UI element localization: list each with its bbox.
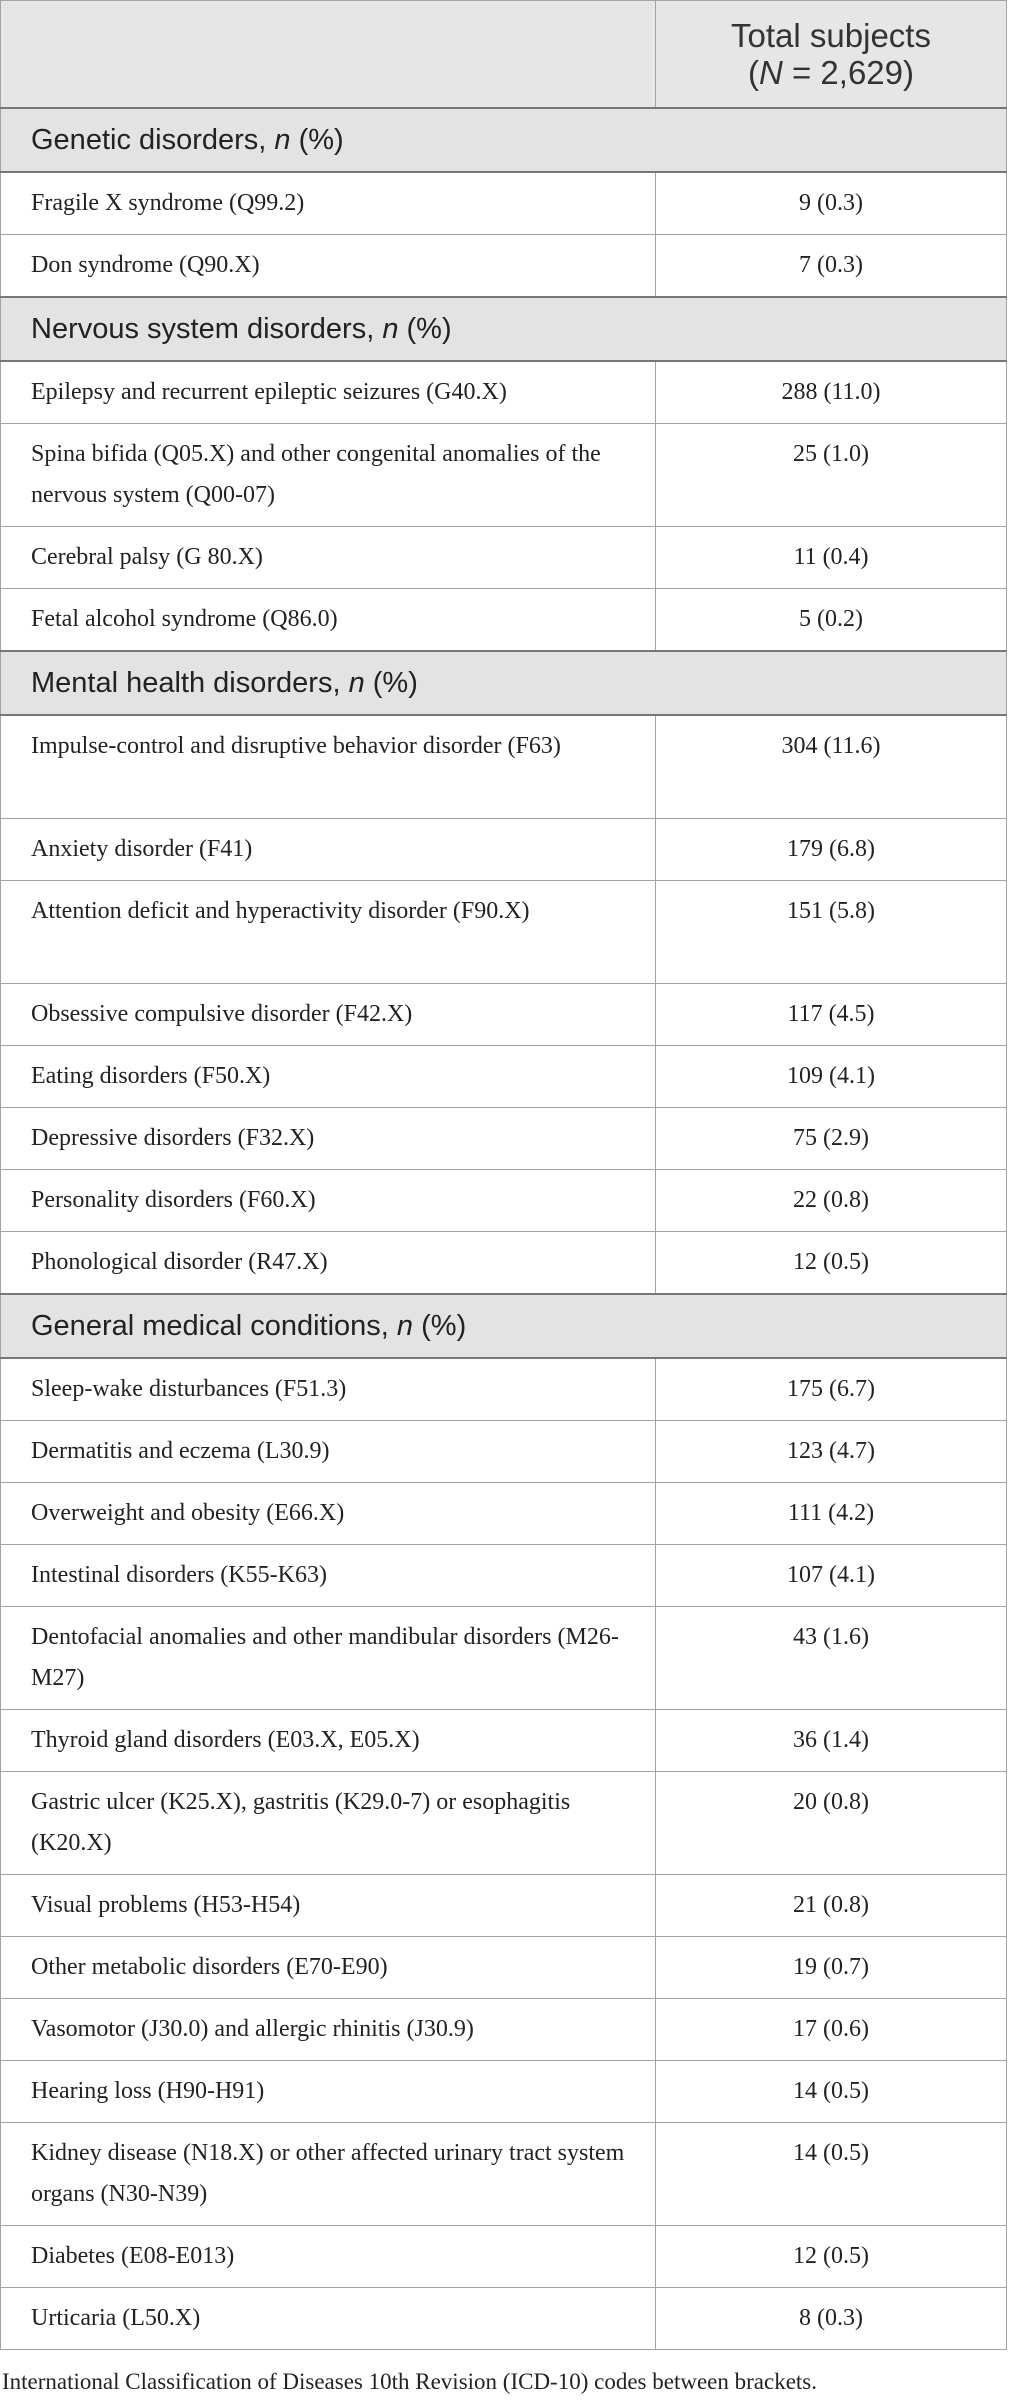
condition-label: Epilepsy and recurrent epileptic seizures (G40.X) [1,361,656,424]
condition-label: Sleep-wake disturbances (F51.3) [1,1358,656,1421]
table-row [1,424,1007,527]
condition-count: 123 (4.7) [656,1421,1007,1483]
table-row [1,2288,1007,2350]
condition-count: 111 (4.2) [656,1483,1007,1545]
condition-count: 11 (0.4) [656,527,1007,589]
condition-label: Fragile X syndrome (Q99.2) [1,172,656,235]
condition-label: Dermatitis and eczema (L30.9) [1,1421,656,1483]
condition-label: Fetal alcohol syndrome (Q86.0) [1,589,656,652]
condition-label: Personality disorders (F60.X) [1,1170,656,1232]
table-row [1,715,1007,819]
section-title: General medical conditions, n (%) [1,1294,1007,1358]
table-footnote: International Classification of Diseases 10th Revision (ICD-10) codes between brackets. [2,2369,817,2394]
condition-count: 22 (0.8) [656,1170,1007,1232]
header-cell-empty [1,1,656,109]
condition-count: 12 (0.5) [656,2226,1007,2288]
table-row [1,361,1007,424]
condition-label: Anxiety disorder (F41) [1,819,656,881]
condition-label: Attention deficit and hyperactivity disorder (F90.X) [1,881,656,984]
condition-label: Depressive disorders (F32.X) [1,1108,656,1170]
table-row [1,172,1007,235]
condition-label: Gastric ulcer (K25.X), gastritis (K29.0-7) or esophagitis (K20.X) [1,1772,656,1875]
section-header-row [1,108,1007,172]
section-header-row [1,651,1007,715]
condition-count: 36 (1.4) [656,1710,1007,1772]
section-title: Mental health disorders, n (%) [1,651,1007,715]
condition-count: 21 (0.8) [656,1875,1007,1937]
table-row [1,1170,1007,1232]
section-header-row [1,297,1007,361]
table-body [1,108,1007,2350]
condition-count: 12 (0.5) [656,1232,1007,1295]
condition-count: 179 (6.8) [656,819,1007,881]
condition-count: 20 (0.8) [656,1772,1007,1875]
condition-label: Intestinal disorders (K55-K63) [1,1545,656,1607]
condition-label: Diabetes (E08-E013) [1,2226,656,2288]
table-header [1,1,1007,109]
condition-label: Hearing loss (H90-H91) [1,2061,656,2123]
table-row [1,2123,1007,2226]
table-row [1,1772,1007,1875]
condition-label: Urticaria (L50.X) [1,2288,656,2350]
table-row [1,1108,1007,1170]
condition-label: Phonological disorder (R47.X) [1,1232,656,1295]
table-row [1,1545,1007,1607]
condition-label: Obsessive compulsive disorder (F42.X) [1,984,656,1046]
condition-label: Vasomotor (J30.0) and allergic rhinitis (J30.9) [1,1999,656,2061]
section-title: Genetic disorders, n (%) [1,108,1007,172]
condition-count: 14 (0.5) [656,2061,1007,2123]
header-cell-total-subjects [656,1,1007,109]
condition-count: 5 (0.2) [656,589,1007,652]
condition-count: 25 (1.0) [656,424,1007,527]
header-row [1,1,1007,109]
table-row [1,984,1007,1046]
header-line-2: (N = 2,629) [747,54,915,91]
table-row [1,589,1007,652]
table-row [1,1421,1007,1483]
table-row [1,1937,1007,1999]
table-row [1,881,1007,984]
condition-label: Eating disorders (F50.X) [1,1046,656,1108]
condition-count: 109 (4.1) [656,1046,1007,1108]
table-row [1,2061,1007,2123]
table-row [1,1710,1007,1772]
condition-label: Spina bifida (Q05.X) and other congenital anomalies of the nervous system (Q00-07) [1,424,656,527]
condition-count: 9 (0.3) [656,172,1007,235]
table-row [1,1046,1007,1108]
table-row [1,819,1007,881]
condition-label: Thyroid gland disorders (E03.X, E05.X) [1,1710,656,1772]
condition-count: 151 (5.8) [656,881,1007,984]
condition-label: Cerebral palsy (G 80.X) [1,527,656,589]
condition-label: Visual problems (H53-H54) [1,1875,656,1937]
condition-label: Don syndrome (Q90.X) [1,235,656,298]
section-title: Nervous system disorders, n (%) [1,297,1007,361]
table-row [1,1607,1007,1710]
condition-count: 14 (0.5) [656,2123,1007,2226]
table-row [1,1358,1007,1421]
condition-count: 117 (4.5) [656,984,1007,1046]
condition-count: 288 (11.0) [656,361,1007,424]
table-row [1,235,1007,298]
condition-count: 8 (0.3) [656,2288,1007,2350]
condition-count: 107 (4.1) [656,1545,1007,1607]
table-row [1,1483,1007,1545]
table-row [1,2226,1007,2288]
condition-count: 17 (0.6) [656,1999,1007,2061]
condition-count: 175 (6.7) [656,1358,1007,1421]
condition-label: Overweight and obesity (E66.X) [1,1483,656,1545]
header-line-1: Total subjects [731,17,931,54]
condition-count: 304 (11.6) [656,715,1007,819]
table-row [1,527,1007,589]
table-row [1,1999,1007,2061]
condition-label: Dentofacial anomalies and other mandibular disorders (M26-M27) [1,1607,656,1710]
condition-count: 75 (2.9) [656,1108,1007,1170]
table-row [1,1232,1007,1295]
condition-count: 19 (0.7) [656,1937,1007,1999]
table-row [1,1875,1007,1937]
condition-label: Impulse-control and disruptive behavior disorder (F63) [1,715,656,819]
condition-count: 43 (1.6) [656,1607,1007,1710]
section-header-row [1,1294,1007,1358]
condition-label: Kidney disease (N18.X) or other affected urinary tract system organs (N30-N39) [1,2123,656,2226]
condition-count: 7 (0.3) [656,235,1007,298]
condition-label: Other metabolic disorders (E70-E90) [1,1937,656,1999]
